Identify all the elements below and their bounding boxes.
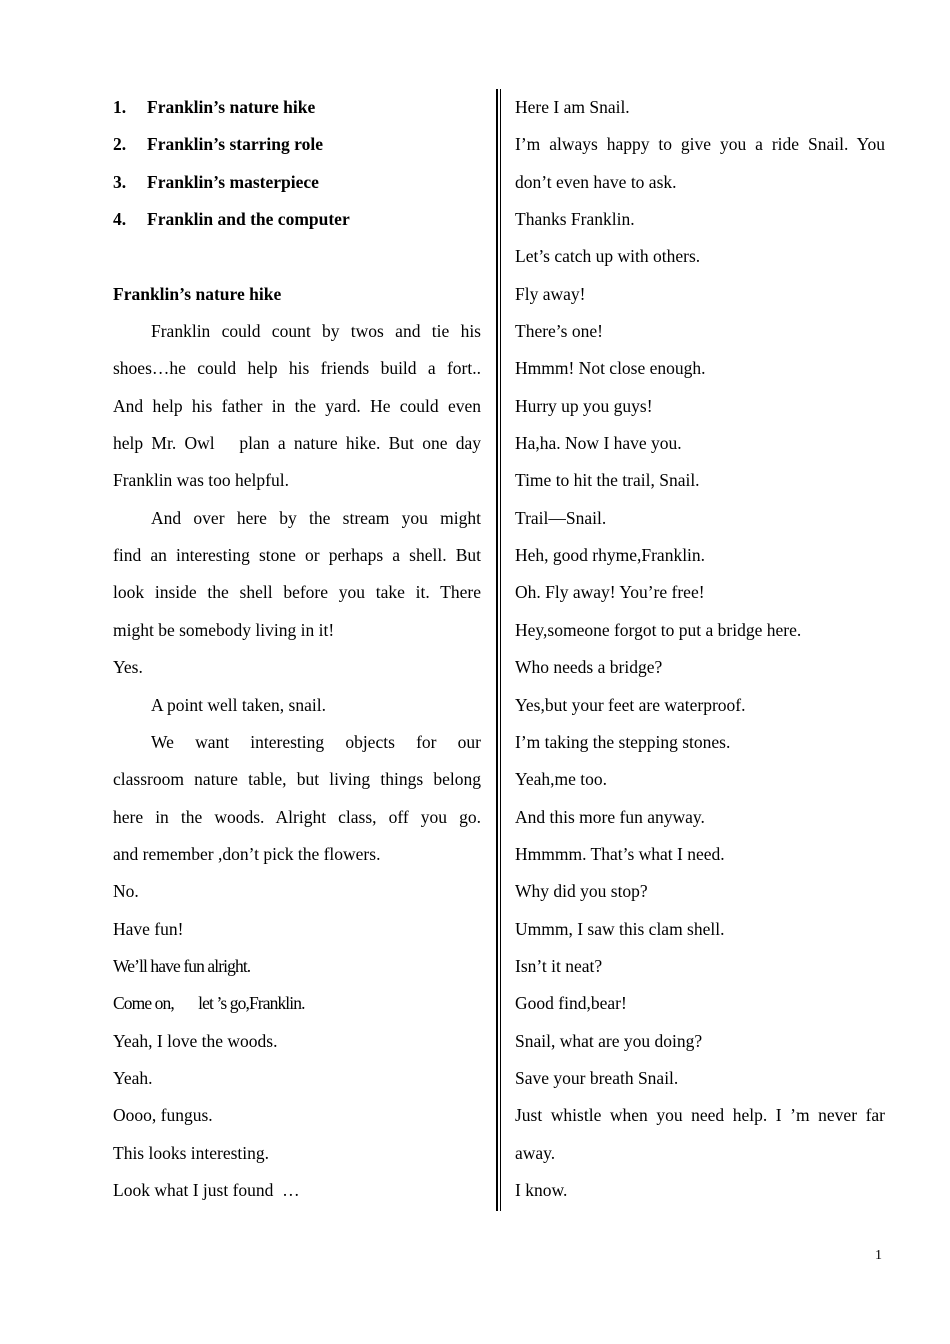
text-line: and remember ,don’t pick the flowers.	[113, 843, 381, 864]
text-line: I’m taking the stepping stones.	[515, 731, 731, 752]
text-line: Yeah, I love the woods.	[113, 1030, 278, 1051]
text-line: look inside the shell before you take it. There	[113, 582, 481, 603]
text-line: Heh, good rhyme,Franklin.	[515, 545, 706, 566]
page-number: 1	[875, 1248, 882, 1263]
left-column	[113, 89, 481, 1209]
text-line: classroom nature table, but living things belong	[113, 769, 481, 790]
text-line: Hmmm! Not close enough.	[515, 358, 706, 379]
text-line: Yes.	[113, 657, 143, 678]
text-line: A point well taken, snail.	[151, 694, 326, 715]
text-line: Snail, what are you doing?	[515, 1030, 703, 1051]
text-line: I know.	[515, 1179, 568, 1200]
text-line: Why did you stop?	[515, 881, 648, 902]
spacer	[113, 238, 481, 275]
right-column	[515, 89, 885, 1209]
text-line: away.	[515, 1142, 556, 1163]
text-line: We want interesting objects for our	[151, 731, 481, 752]
column-divider-inner	[500, 89, 501, 1211]
text-line: Time to hit the trail, Snail.	[515, 470, 700, 491]
text-line: Here I am Snail.	[515, 97, 630, 117]
text-line: Who needs a bridge?	[515, 657, 663, 678]
text-line: here in the woods. Alright class, off you go.	[113, 806, 481, 827]
text-line: Fly away!	[515, 283, 586, 304]
text-line: find an interesting stone or perhaps a shell. But	[113, 545, 481, 566]
text-line: No.	[113, 881, 139, 902]
text-line: Hurry up you guys!	[515, 395, 653, 416]
text-line: shoes…he could help his friends build a fort..	[113, 358, 481, 379]
text-line: Ha,ha. Now I have you.	[515, 433, 682, 454]
text-line: Just whistle when you need help. I ’m never far	[515, 1105, 885, 1126]
text-line: Good find,bear!	[515, 993, 627, 1014]
text-line: Yeah,me too.	[515, 769, 608, 790]
text-line: Oh. Fly away! You’re free!	[515, 582, 705, 603]
text-line: don’t even have to ask.	[515, 171, 677, 192]
text-line: Come on, let ’s go,Franklin.	[113, 993, 305, 1014]
text-line: Let’s catch up with others.	[515, 246, 701, 267]
text-line: Have fun!	[113, 918, 184, 939]
text-line: Hey,someone forgot to put a bridge here.	[515, 619, 802, 640]
text-line: might be somebody living in it!	[113, 619, 335, 640]
text-line: Franklin was too helpful.	[113, 470, 289, 491]
text-line: This looks interesting.	[113, 1142, 270, 1163]
text-line: We’ll have fun alright.	[113, 955, 251, 976]
text-line: Trail—Snail.	[515, 507, 607, 528]
text-line: Yes,but your feet are waterproof.	[515, 694, 746, 715]
section-heading: Franklin’s nature hike	[113, 283, 282, 304]
toc-item: 3. Franklin’s masterpiece	[113, 171, 319, 192]
text-line: Oooo, fungus.	[113, 1105, 213, 1126]
text-line: There’s one!	[515, 321, 603, 342]
column-divider	[496, 89, 498, 1211]
text-line: And this more fun anyway.	[515, 806, 705, 827]
toc-item: 4. Franklin and the computer	[113, 209, 350, 230]
text-line: Thanks Franklin.	[515, 209, 635, 230]
toc-item: 1. Franklin’s nature hike	[113, 97, 316, 117]
text-line: I’m always happy to give you a ride Snail. You	[515, 134, 885, 155]
text-line: help Mr. Owl plan a nature hike. But one day	[113, 433, 481, 454]
text-line: Isn’t it neat?	[515, 955, 603, 976]
text-line: Save your breath Snail.	[515, 1067, 679, 1088]
toc-item: 2. Franklin’s starring role	[113, 134, 323, 155]
text-line: And help his father in the yard. He could even	[113, 395, 481, 416]
text-line: Hmmmm. That’s what I need.	[515, 843, 725, 864]
text-line: Yeah.	[113, 1067, 153, 1088]
text-line: Ummm, I saw this clam shell.	[515, 918, 725, 939]
text-line: Look what I just found …	[113, 1179, 300, 1200]
text-line: Franklin could count by twos and tie his	[151, 321, 481, 342]
text-line: And over here by the stream you might	[151, 507, 481, 528]
